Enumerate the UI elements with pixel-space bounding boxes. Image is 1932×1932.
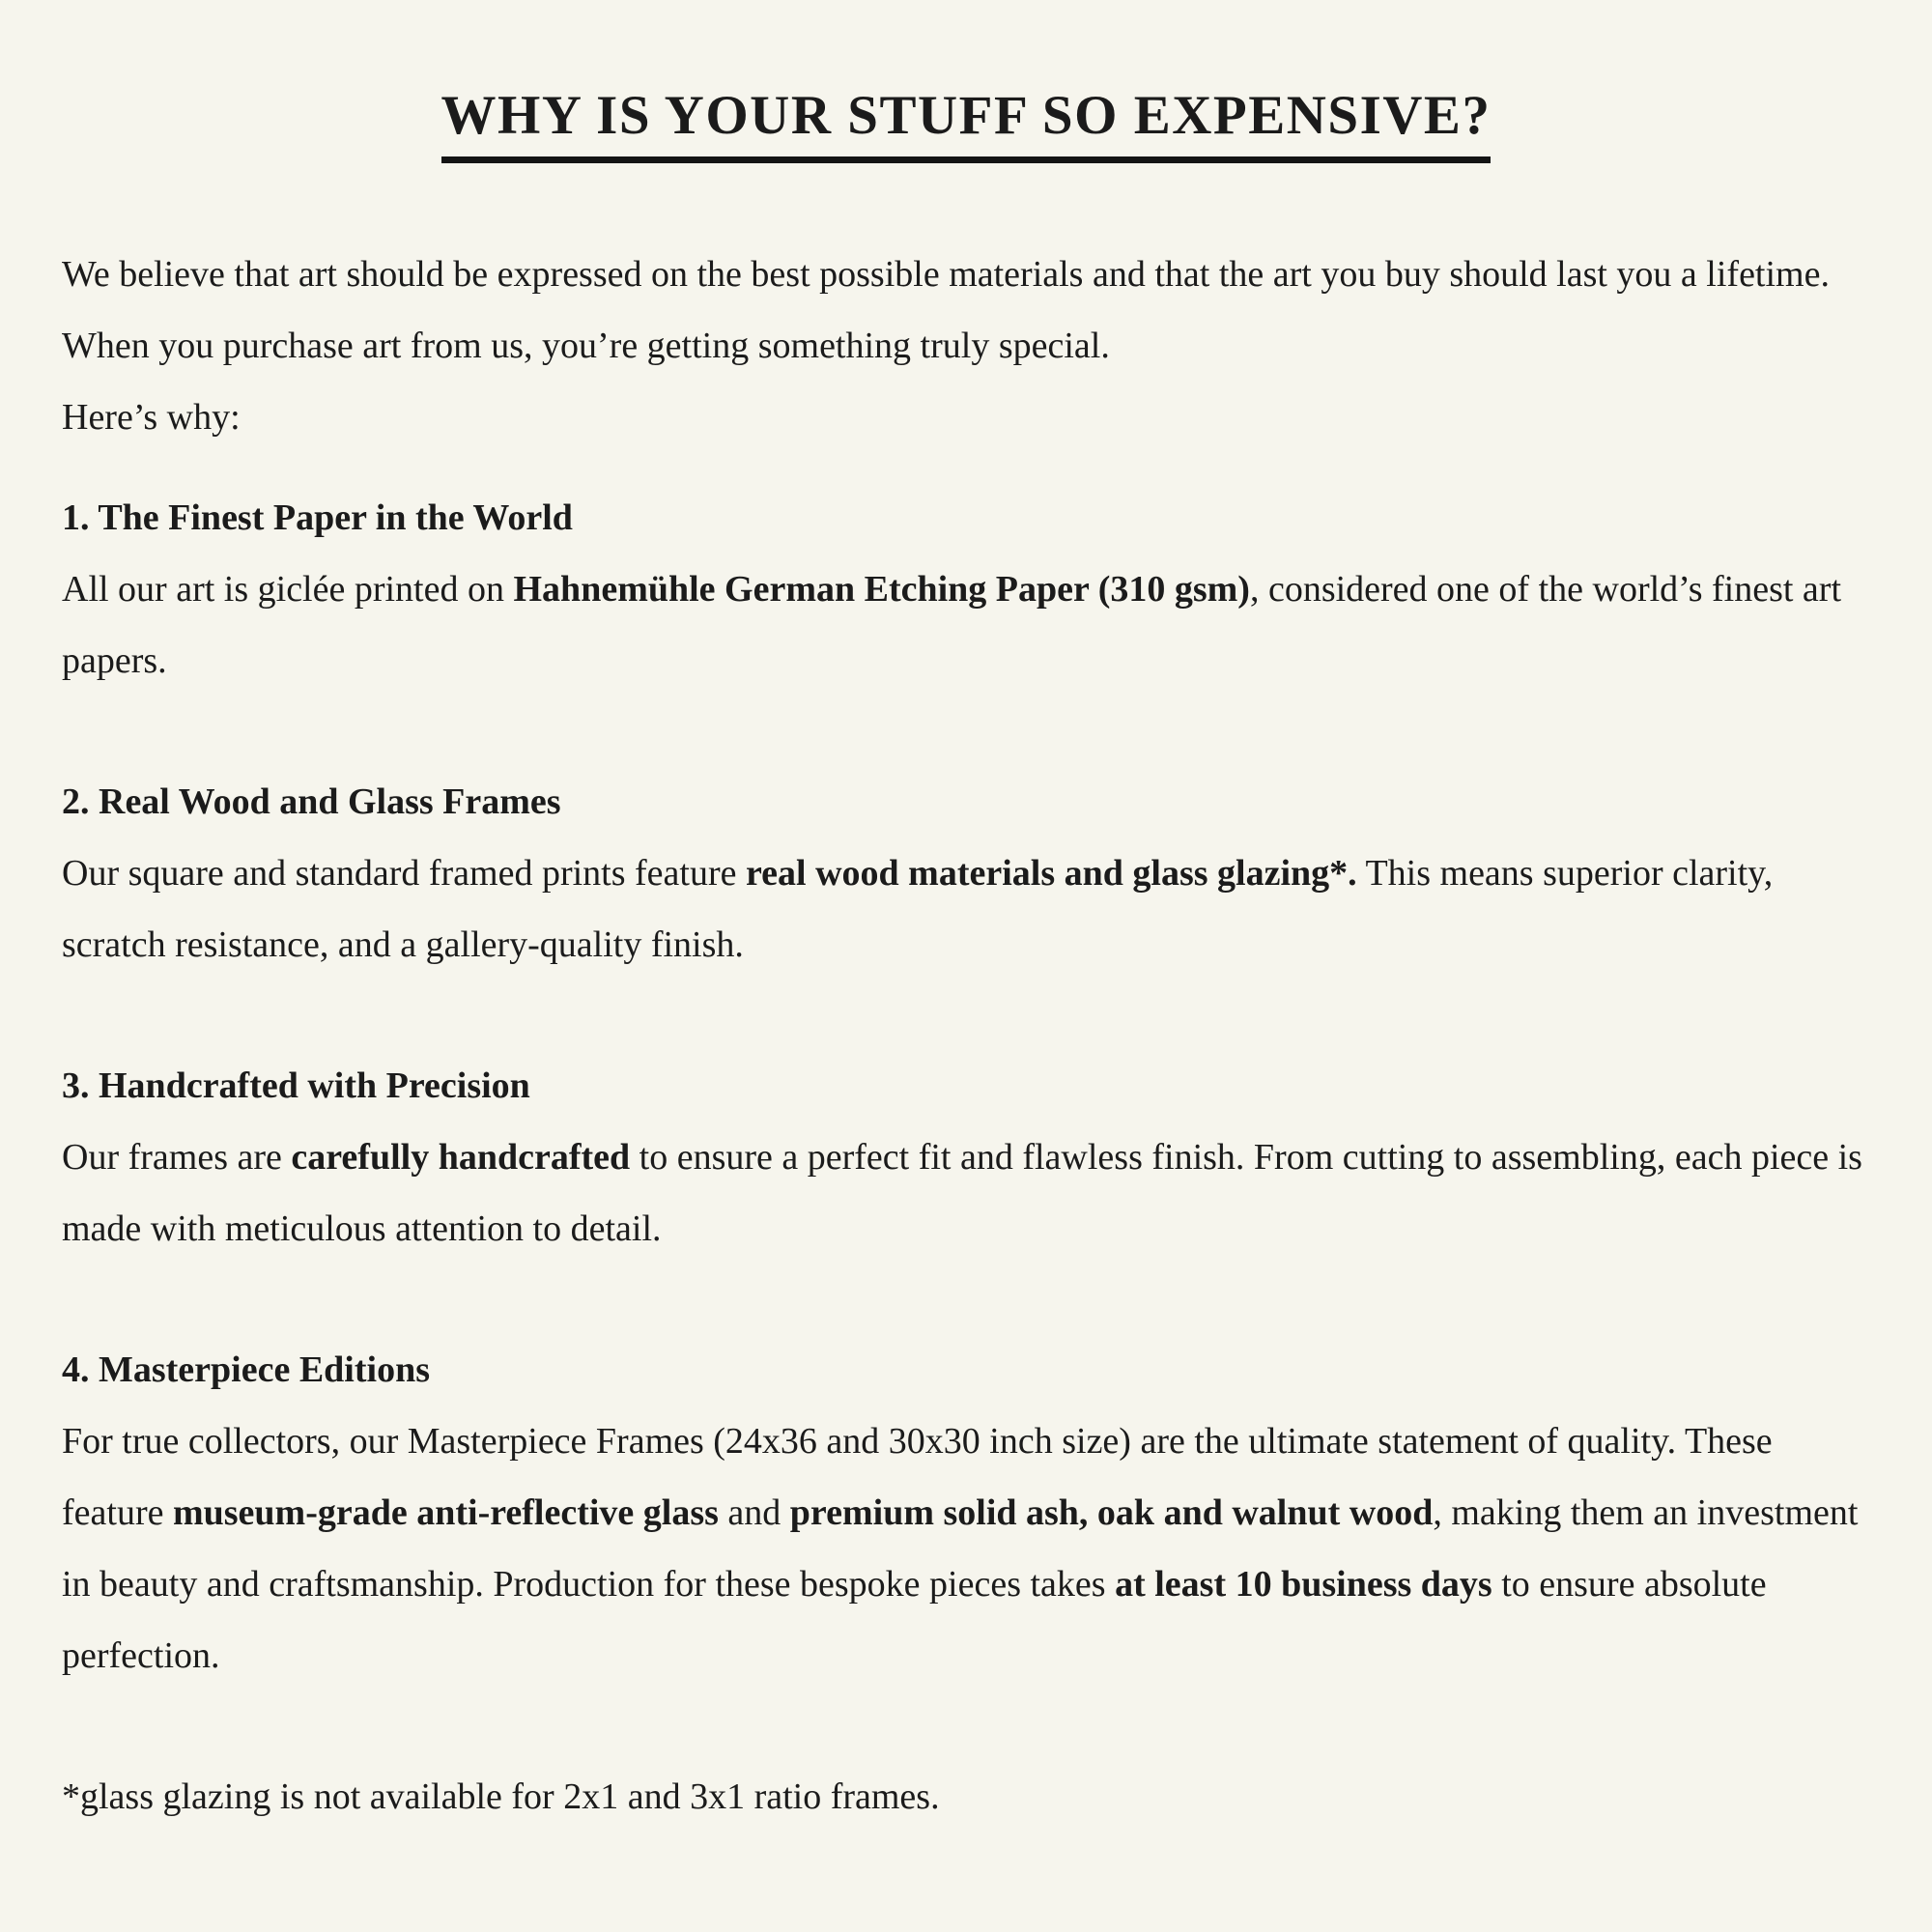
- body-segment: All our art is giclée printed on: [62, 568, 514, 610]
- body-segment: Our frames are: [62, 1136, 292, 1178]
- intro-paragraph: [62, 239, 1870, 453]
- section-body: [62, 838, 1870, 980]
- section-handcrafted: [62, 1050, 1870, 1264]
- footnote: *glass glazing is not available for 2x1 and 3x1 ratio frames.: [62, 1776, 940, 1817]
- body-segment: , making them an investment in beauty and craftsmanship. Production for these bespoke pieces takes: [62, 1492, 1859, 1605]
- body-segment-bold: premium solid ash, oak and walnut wood: [789, 1492, 1434, 1533]
- body-segment: to ensure a perfect fit and flawless finish. From cutting to assembling, each piece is made with meticulous attention to detail.: [62, 1136, 1862, 1249]
- body-segment-bold: carefully handcrafted: [291, 1136, 631, 1178]
- intro-tagline: Here’s why:: [62, 396, 241, 438]
- section-heading: 3. Handcrafted with Precision: [62, 1065, 530, 1106]
- section-finest-paper: [62, 482, 1870, 696]
- title-wrap: [62, 85, 1870, 163]
- section-heading: 4. Masterpiece Editions: [62, 1349, 431, 1390]
- body-segment: Our square and standard framed prints feature: [62, 852, 746, 894]
- section-body: [62, 554, 1870, 696]
- section-masterpiece-editions: [62, 1334, 1870, 1691]
- section-wood-glass-frames: [62, 766, 1870, 980]
- body-segment-bold: real wood materials and glass glazing*.: [746, 852, 1357, 894]
- section-heading: 1. The Finest Paper in the World: [62, 497, 573, 538]
- intro-text: We believe that art should be expressed on the best possible materials and that the art you buy should last you a lifetime. When you purchase art from us, you’re getting something truly special.: [62, 253, 1830, 366]
- body-segment-bold: museum-grade anti-reflective glass: [172, 1492, 719, 1533]
- section-heading: 2. Real Wood and Glass Frames: [62, 781, 561, 822]
- body-segment: , considered one of the world’s finest art papers.: [62, 568, 1841, 681]
- section-body: [62, 1406, 1870, 1691]
- body-segment: to ensure absolute perfection.: [62, 1563, 1767, 1676]
- body-segment-bold: Hahnemühle German Etching Paper (310 gsm): [513, 568, 1250, 610]
- section-body: [62, 1122, 1870, 1264]
- page-title: WHY IS YOUR STUFF SO EXPENSIVE?: [441, 85, 1492, 163]
- body-segment: This means superior clarity, scratch resistance, and a gallery-quality finish.: [62, 852, 1774, 965]
- body-segment-bold: at least 10 business days: [1115, 1563, 1492, 1605]
- body-segment: and: [718, 1492, 790, 1533]
- body-segment: For true collectors, our Masterpiece Frames (24x36 and 30x30 inch size) are the ultimate statement of quality. These feature: [62, 1420, 1773, 1533]
